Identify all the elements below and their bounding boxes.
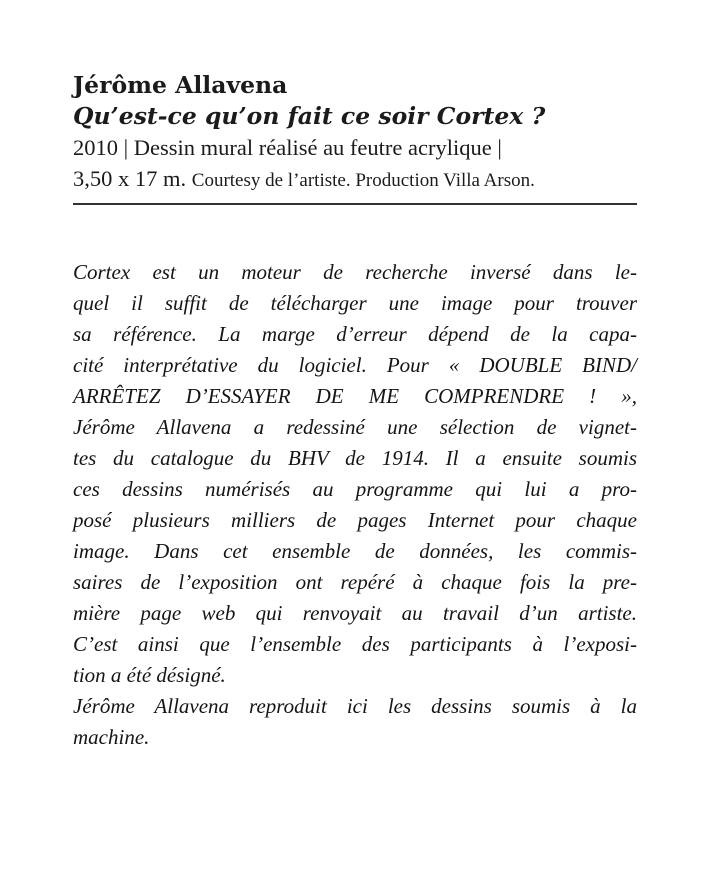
description-paragraph-1 (73, 257, 637, 691)
page-content (73, 70, 637, 753)
body-line: ces dessins numérisés au programme qui lui a pro- (73, 477, 637, 501)
artwork-title: Qu’est-ce qu’on fait ce soir Cortex ? (73, 102, 546, 130)
body-line: tion a été désigné. (73, 663, 226, 687)
body-line: tes du catalogue du BHV de 1914. Il a ensuite soumis (73, 446, 637, 470)
description-paragraph-2 (73, 691, 637, 753)
artist-name: Jérôme Allavena (73, 71, 288, 99)
body-line: ARRÊTEZ D’ESSAYER DE ME COMPRENDRE ! », (73, 384, 637, 408)
body-line: Jérôme Allavena a redessiné une sélection de vignet- (73, 415, 637, 439)
artwork-header (73, 70, 637, 205)
body-line: quel il suffit de télécharger une image pour trouver (73, 291, 637, 315)
body-line: posé plusieurs milliers de pages Internet pour chaque (73, 508, 637, 532)
artwork-dimensions: 3,50 x 17 m. (73, 166, 187, 191)
artwork-medium-line: 2010 | Dessin mural réalisé au feutre acrylique | (73, 135, 502, 160)
header-divider (73, 203, 637, 205)
artwork-description (73, 257, 637, 753)
body-line: Jérôme Allavena reproduit ici les dessins soumis à la (73, 694, 637, 718)
body-line: Cortex est un moteur de recherche inversé dans le- (73, 260, 637, 284)
artwork-credits: Courtesy de l’artiste. Production Villa Arson. (191, 170, 535, 191)
body-line: saires de l’exposition ont repéré à chaque fois la pre- (73, 570, 637, 594)
body-line: machine. (73, 725, 150, 749)
artwork-dimensions-line (73, 163, 637, 196)
body-line: C’est ainsi que l’ensemble des participants à l’exposi- (73, 632, 637, 656)
body-line: image. Dans cet ensemble de données, les commis- (73, 539, 637, 563)
body-line: sa référence. La marge d’erreur dépend de la capa- (73, 322, 637, 346)
body-line: mière page web qui renvoyait au travail d’un artiste. (73, 601, 637, 625)
body-line: cité interprétative du logiciel. Pour « DOUBLE BIND/ (73, 353, 637, 377)
